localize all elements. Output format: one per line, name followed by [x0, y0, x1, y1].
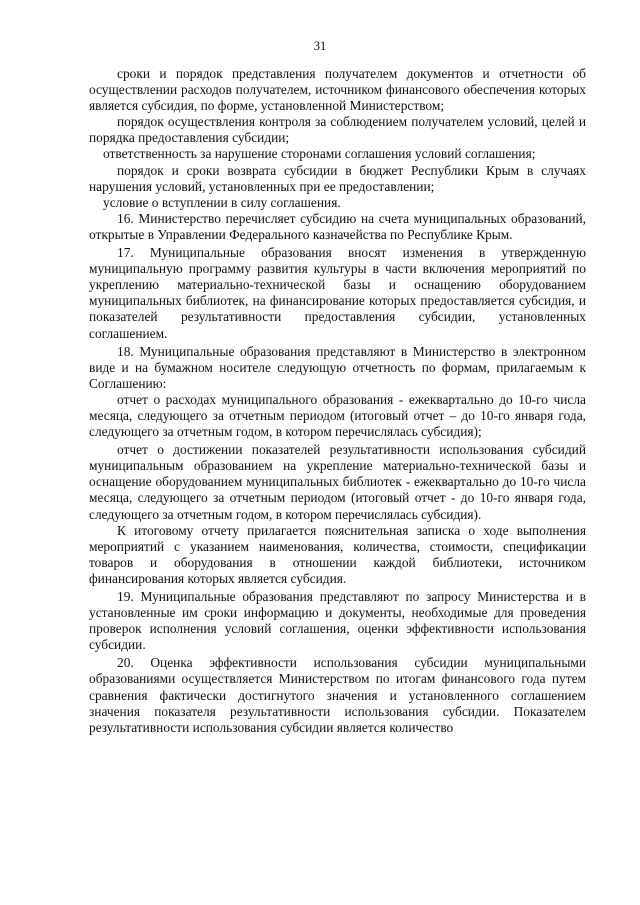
- paragraph-18: 18. Муниципальные образования представляют в Министерство в электронном виде и на бумажном носителе следующую отчетность по формам, прилагаемым к Соглашению:: [89, 343, 586, 391]
- page-number: 31: [313, 39, 327, 53]
- paragraph-explanatory-note: К итоговому отчету прилагается пояснительная записка о ходе выполнения мероприятий с указанием наименования, количества, стоимости, спецификации товаров и оборудования в отношении каждой библиотеки, источником финансирования которых является субсидия.: [89, 522, 586, 586]
- paragraph-expense-report: отчет о расходах муниципального образования - ежеквартально до 10-го числа месяца, следующего за отчетным периодом (итоговый отчет – до 10-го января года, следующего за отчетным годом, в котором перечислялась субсидия);: [89, 391, 586, 440]
- paragraph-16: 16. Министерство перечисляет субсидию на счета муниципальных образований, открытые в Управлении Федерального казначейства по Республике Крым.: [89, 210, 586, 242]
- paragraph-responsibility: ответственность за нарушение сторонами соглашения условий соглашения;: [103, 146, 536, 162]
- document-body: [89, 66, 586, 736]
- paragraph-17: 17. Муниципальные образования вносят изменения в утвержденную муниципальную программу развития культуры в части включения мероприятий по укреплению материально-технической базы и оснащению оборудованием муниципальных библиотек, на финансирование которых предоставляется субсидия, и показателей результативности предоставления субсидии, установленных соглашением.: [89, 245, 586, 341]
- paragraph-results-report: отчет о достижении показателей результативности использования субсидий муниципальным образованием на укрепление материально-технической базы и оснащение оборудованием муниципальных библиотек - ежеквартально до 10-го числа месяца, следующего за отчетным периодом (итоговый отчет - до 10-го января года, следующего за отчетным годом, в котором перечислялась субсидия).: [89, 442, 586, 522]
- paragraph-return-procedure: порядок и сроки возврата субсидии в бюджет Республики Крым в случаях нарушения условий, установленных при ее предоставлении;: [89, 162, 586, 194]
- paragraph-19: 19. Муниципальные образования представляют по запросу Министерства и в установленные им сроки информацию и документы, необходимые для проведения проверок исполнения условий соглашения, оценки эффективности использования субсидии.: [89, 589, 586, 653]
- paragraph-entry-into-force: условие о вступлении в силу соглашения.: [103, 194, 341, 210]
- paragraph-control-procedure: порядок осуществления контроля за соблюдением получателем условий, целей и порядка предоставления субсидии;: [89, 114, 586, 146]
- paragraph-20: 20. Оценка эффективности использования субсидии муниципальными образованиями осуществляется Министерством по итогам финансового года путем сравнения фактически достигнутого значения и установленного соглашением значения показателя результативности использования субсидии. Показателем результативности использования субсидии является количество: [89, 655, 586, 735]
- paragraph-reporting-terms: сроки и порядок представления получателем документов и отчетности об осуществлении расходов получателем, источником финансового обеспечения которых является субсидия, по форме, установленной Министерством;: [89, 66, 586, 114]
